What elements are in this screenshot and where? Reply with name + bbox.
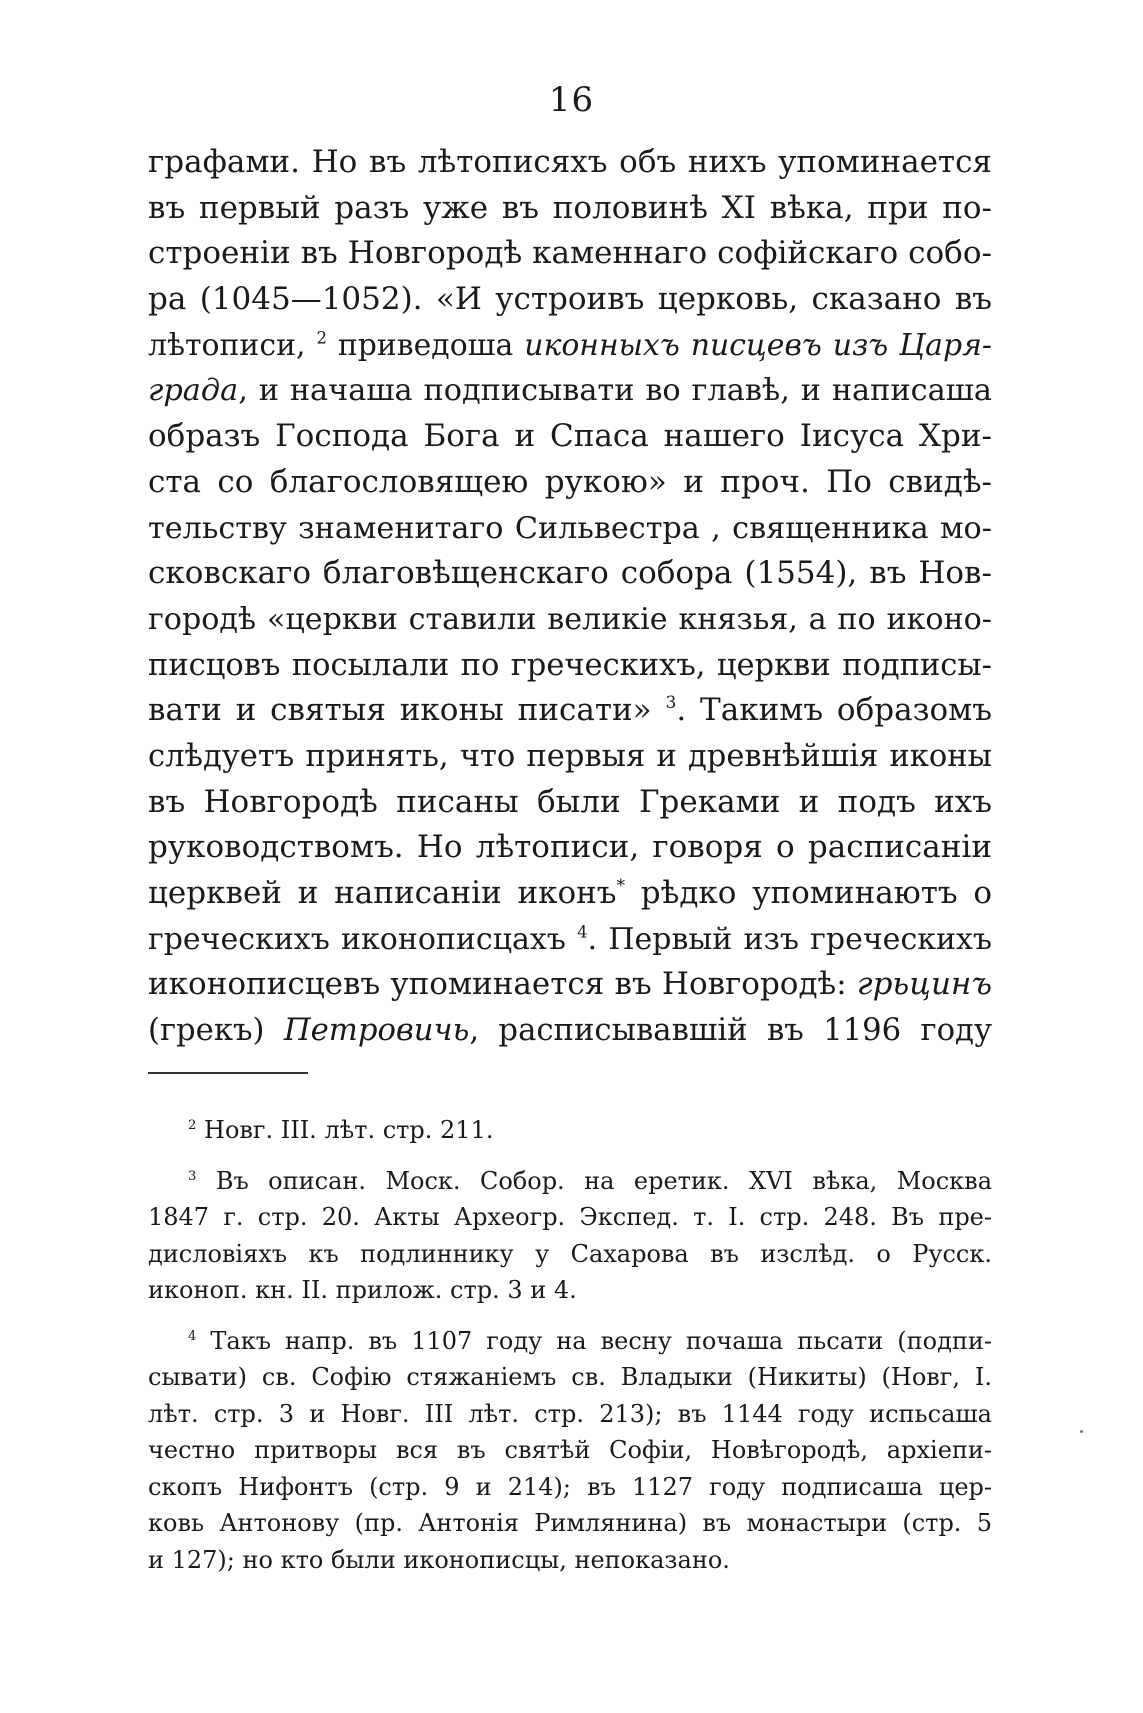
text-segment: иконоп. кн. II. прилож. стр. 3 и 4. (148, 1276, 577, 1304)
text-segment: ковь Антонову (пр. Антонія Римлянина) въ монастыри (стр. 5 (148, 1509, 992, 1537)
text-segment: въ первый разъ уже въ половинѣ XI вѣка, при по- (148, 189, 992, 226)
text-segment: строеніи въ Новгородѣ каменнаго софійскаго собо- (148, 235, 992, 272)
text-segment: руководствомъ. Но лѣтописи, говоря о расписаніи (148, 829, 992, 866)
text-segment: Такъ напр. въ 1107 году на весну почаша пьсати (подпи- (196, 1326, 992, 1355)
footnote-line (148, 1359, 992, 1396)
footnote (148, 1112, 992, 1149)
footnote-marker: 4 (577, 922, 588, 942)
text-line (148, 734, 992, 780)
footnote-line (148, 1469, 992, 1506)
text-line (148, 780, 992, 826)
text-segment: честно притворы вся въ святѣй Софіи, Новѣгородѣ, архіепи- (148, 1436, 992, 1464)
footnote-line (148, 1112, 992, 1149)
main-text (148, 140, 992, 1054)
text-line (148, 323, 992, 369)
text-line (148, 871, 992, 917)
text-line (148, 277, 992, 323)
text-line (148, 1008, 992, 1054)
text-segment: греческихъ иконописцахъ (148, 921, 578, 957)
footnote-marker: 2 (188, 1117, 197, 1133)
text-segment: Въ описан. Моск. Собор. на еретик. XVI вѣка, Москва (196, 1166, 992, 1195)
text-segment: , и начаша подписывати во главѣ, и написаша (238, 373, 992, 409)
text-segment: , расписывавшій въ 1196 году (469, 1013, 992, 1049)
text-segment: иконописцевъ упоминается въ Новгородѣ: (148, 966, 857, 1003)
text-line (148, 506, 992, 552)
text-line (148, 140, 992, 186)
text-line (148, 186, 992, 232)
text-segment: городѣ «церкви ставили великіе князья, а по иконо- (148, 601, 992, 637)
text-segment: Новг. III. лѣт. стр. 211. (196, 1116, 494, 1144)
footnote-line (148, 1505, 992, 1542)
footnote-line (148, 1542, 992, 1579)
page-number: 16 (548, 80, 595, 120)
text-segment: писцовъ посылали по греческихъ, церкви подписы- (148, 647, 992, 683)
text-line (148, 414, 992, 460)
text-segment: церквей и написаніи иконъ (148, 875, 617, 911)
text-segment: вати и святыя иконы писати» (148, 692, 666, 729)
text-segment: лѣт. стр. 3 и Новг. III лѣт. стр. 213); въ 1144 году испьсаша (148, 1399, 992, 1428)
footnote-marker: 3 (188, 1168, 197, 1184)
footnote-line (148, 1432, 992, 1469)
text-segment: лѣтописи, (148, 327, 317, 363)
text-line (148, 460, 992, 506)
text-segment: ра (1045—1052). «И устроивъ церковь, сказано въ (148, 281, 992, 318)
text-line (148, 551, 992, 597)
text-line (148, 231, 992, 277)
text-segment: сковскаго благовѣщенскаго собора (1554), въ Нов- (148, 555, 992, 592)
text-line (148, 597, 992, 643)
text-segment: . Первый изъ греческихъ (587, 921, 992, 957)
text-segment: графами. Но въ лѣтописяхъ объ нихъ упоминается (148, 144, 992, 180)
italic-segment: грьцинъ (856, 966, 992, 1003)
footnote-marker: 3 (665, 693, 677, 714)
footnotes (148, 1112, 992, 1592)
italic-segment: Петровичь (283, 1013, 470, 1049)
text-segment: приведоша (326, 327, 525, 363)
text-segment: и 127); но кто были иконописцы, непоказано. (148, 1545, 730, 1574)
text-line (148, 917, 992, 963)
paper-speck (1080, 1430, 1083, 1433)
text-line (148, 643, 992, 689)
text-segment: 1847 г. стр. 20. Акты Археогр. Экспед. т. I. стр. 248. Въ пре- (148, 1203, 992, 1231)
text-segment: скопъ Нифонтъ (стр. 9 и 214); въ 1127 году подписаша цер- (148, 1472, 992, 1501)
text-segment: образъ Господа Бога и Спаса нашего Іисуса Хри- (148, 418, 992, 455)
text-segment: . Такимъ образомъ (676, 692, 992, 729)
text-line (148, 688, 992, 734)
text-line (148, 368, 992, 414)
footnote-line (148, 1236, 992, 1273)
footnote-line (148, 1323, 992, 1360)
footnote (148, 1163, 992, 1309)
text-segment: въ Новгородѣ писаны были Греками и подъ ихъ (148, 783, 992, 820)
footnote-line (148, 1272, 992, 1309)
footnote-marker: 4 (188, 1328, 197, 1344)
text-line (148, 962, 992, 1008)
footnote-line (148, 1396, 992, 1433)
italic-segment: града (148, 373, 239, 409)
footnote-line (148, 1199, 992, 1236)
footnote-marker: 2 (316, 328, 327, 348)
text-segment: тельству знаменитаго Сильвестра , священника мо- (148, 510, 992, 546)
footnote (148, 1323, 992, 1579)
text-segment: (грекъ) (148, 1013, 284, 1049)
text-segment: рѣдко упоминаютъ о (625, 875, 992, 911)
footnote-line (148, 1163, 992, 1200)
footnote-marker: * (616, 876, 626, 897)
text-segment: сывати) св. Софію стяжаніемъ св. Владыки (Никиты) (Новг, I. (148, 1363, 992, 1391)
italic-segment: иконныхъ писцевъ изъ Царя- (524, 327, 992, 363)
text-segment: дисловіяхъ къ подлиннику у Сахарова въ изслѣд. о Русск. (148, 1239, 992, 1268)
footnote-divider (148, 1072, 308, 1074)
text-segment: ста со благословящею рукою» и проч. По свидѣ- (148, 463, 992, 500)
text-segment: слѣдуетъ принять, что первыя и древнѣйшія иконы (148, 738, 992, 774)
text-line (148, 825, 992, 871)
